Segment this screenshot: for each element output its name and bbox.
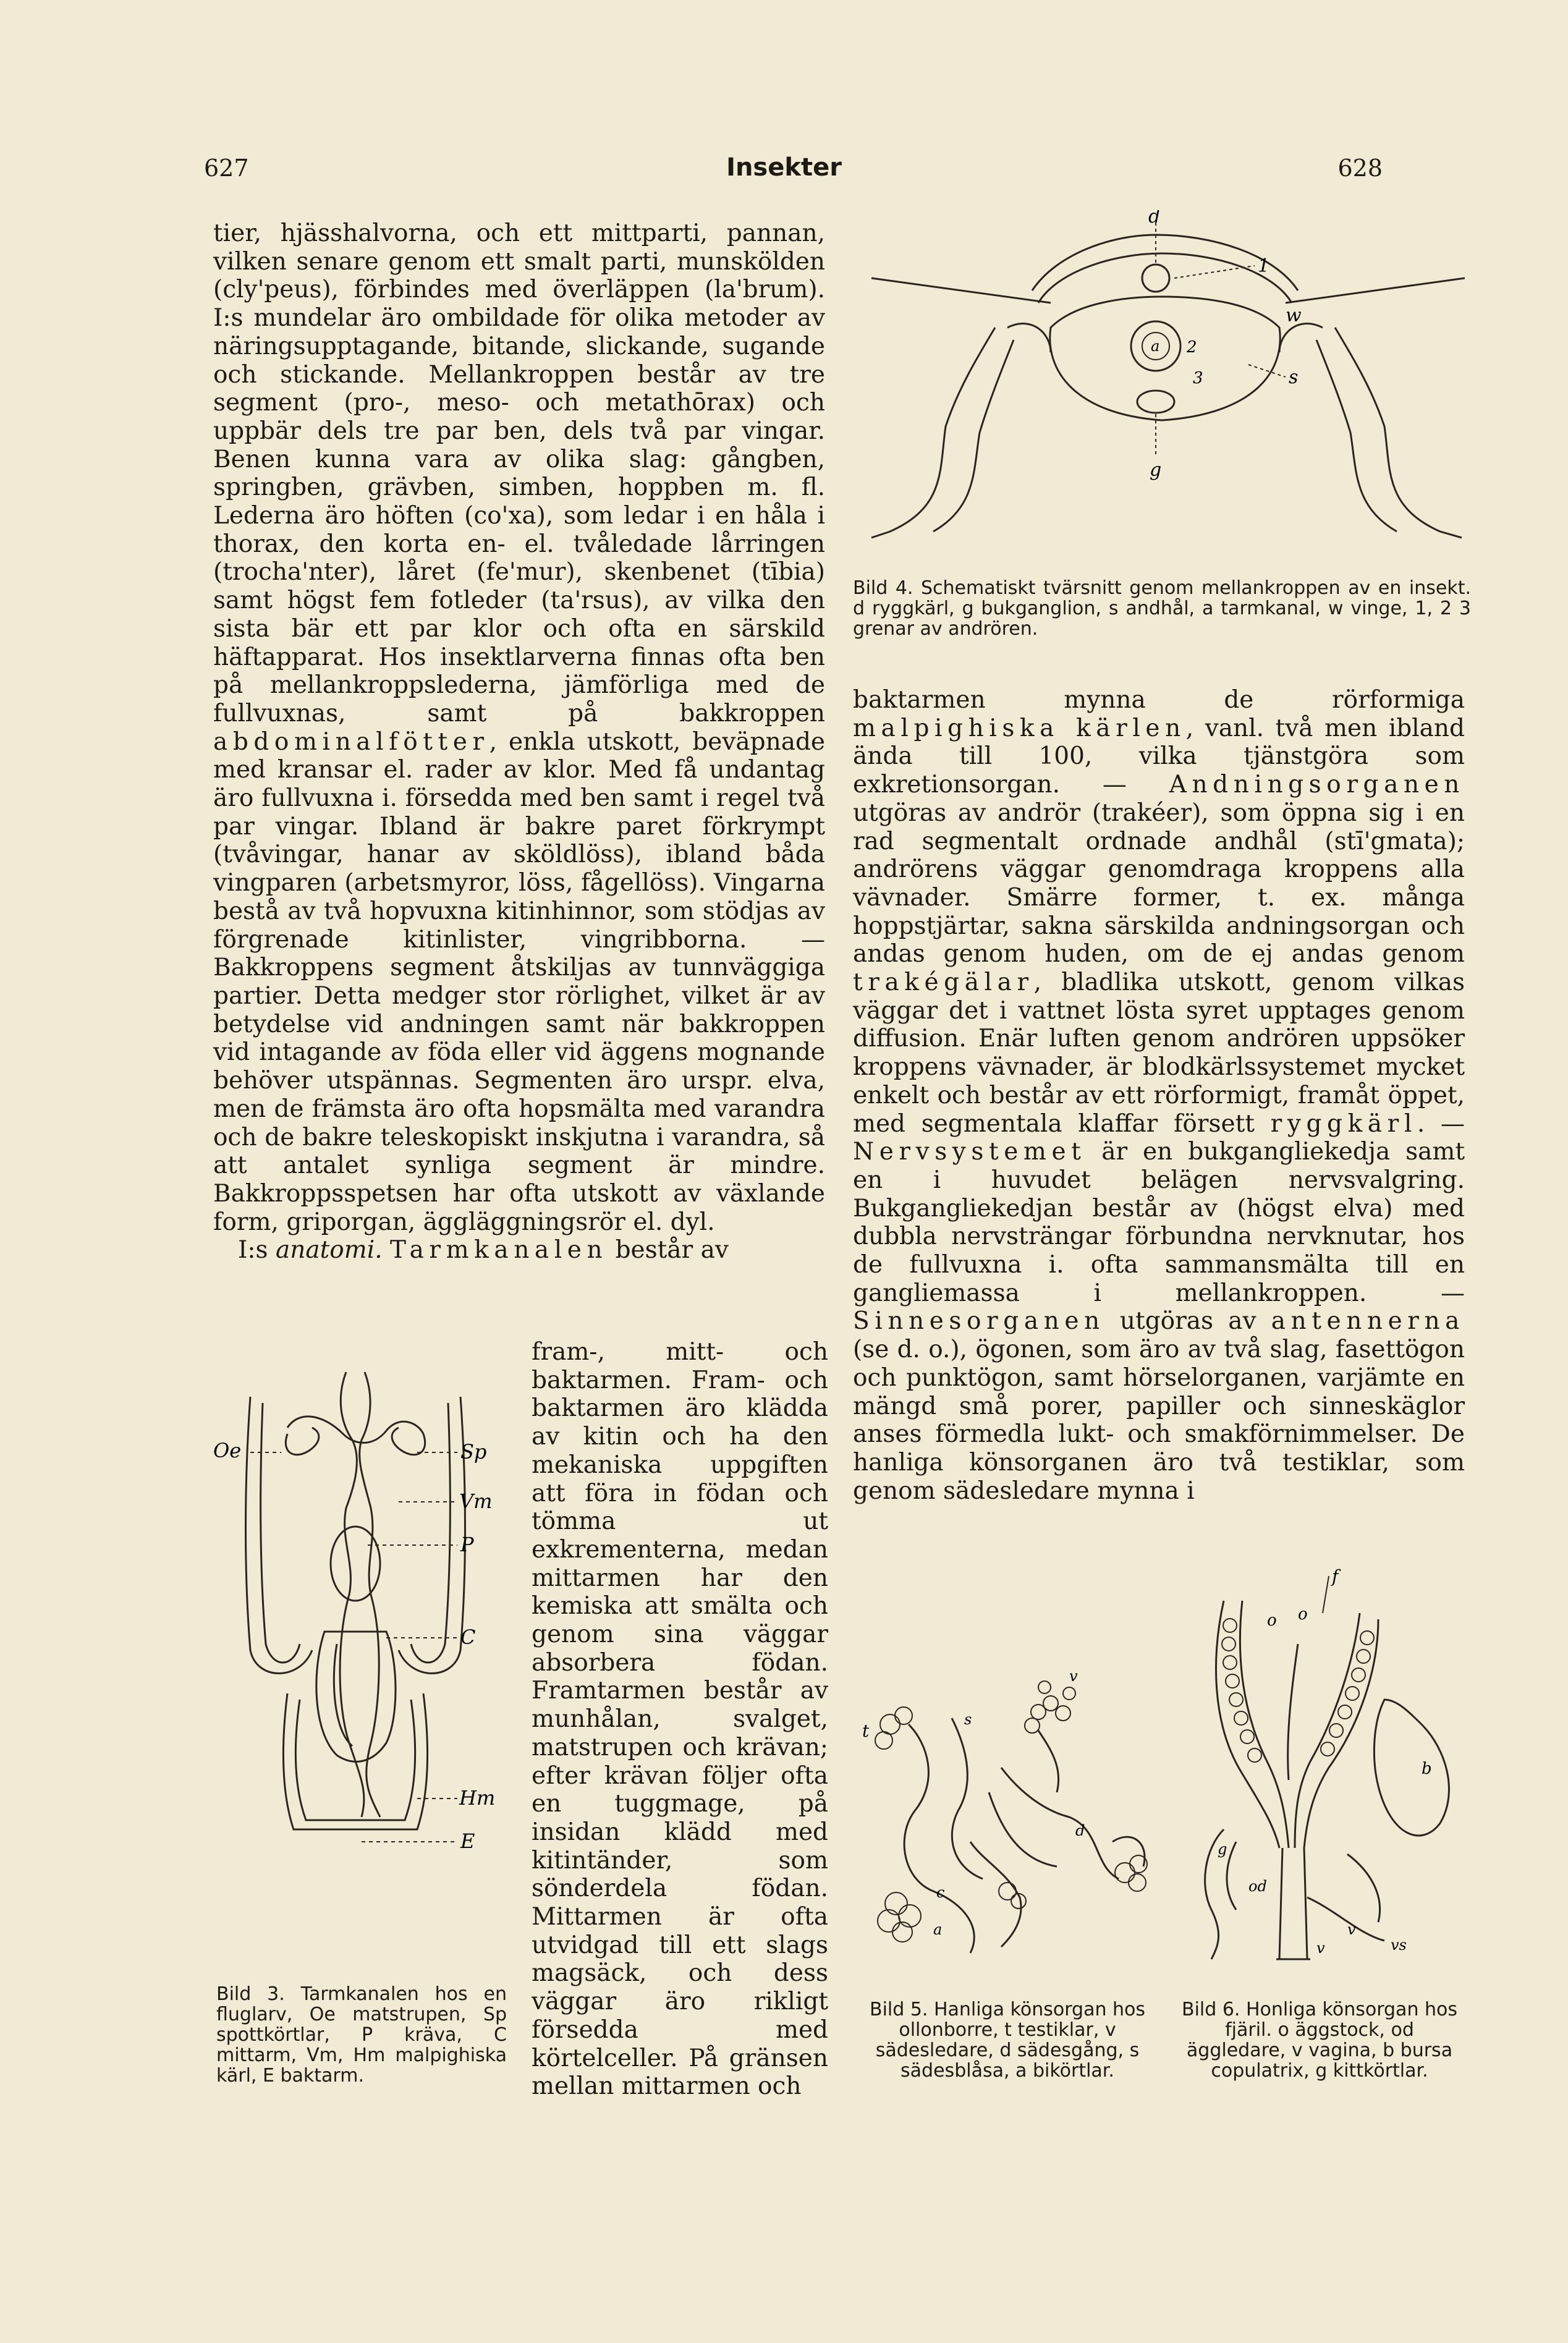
fig5-label: c	[936, 1884, 945, 1901]
fig6-label: b	[1422, 1760, 1432, 1778]
fig4-label: w	[1286, 305, 1302, 326]
figure-4	[853, 210, 1483, 556]
fig6-label: vs	[1391, 1936, 1407, 1954]
fig3-label: Oe	[213, 1439, 242, 1462]
page-number-left: 627	[204, 155, 249, 182]
fig5-label: s	[964, 1711, 972, 1728]
fig4-label: 2	[1187, 338, 1197, 357]
figure-5-illustration	[859, 1656, 1180, 1978]
left-column-subtext: fram-, mitt- och baktarmen. Fram- och baktarmen äro klädda av kitin och ha den mekaniska uppgiften att föra in födan och tömma ut exkrementerna, medan mittarmen har den kemiska att smälta och genom sina väggar absorbera födan. Framtarmen består av munhålan, svalget, matstrupen och krävan; efter krävan följer ofta en tuggmage, på insidan klädd med kitintänder, som sönderdela födan. Mittarmen är ofta utvidgad till ett slags magsäck, och dess väggar äro rikligt försedda med körtelceller. På gränsen mellan mittarmen och	[532, 1338, 828, 2101]
page-header-title: Insekter	[726, 153, 842, 182]
fig5-label: t	[862, 1721, 870, 1741]
fig4-label: 3	[1193, 369, 1203, 388]
fig3-label: Vm	[459, 1489, 493, 1513]
spaced-term: antennerna	[1271, 1307, 1465, 1336]
fig3-label: P	[460, 1533, 474, 1556]
fig3-label: C	[460, 1625, 476, 1649]
spaced-term: Nervsystemet	[853, 1138, 1087, 1166]
right-column-text	[853, 686, 1465, 1505]
fig6-label: o	[1267, 1611, 1277, 1630]
left-column-text	[213, 219, 825, 1265]
spaced-term: Sinnesorganen	[853, 1307, 1105, 1336]
paragraph: I:s anatomi. Tarmkanalen består av	[238, 1236, 729, 1265]
fig3-label: E	[460, 1829, 475, 1853]
fig4-label: g	[1150, 459, 1162, 481]
fig6-label: f	[1332, 1566, 1339, 1587]
fig4-label: d	[1148, 210, 1161, 227]
fig5-label: a	[933, 1921, 943, 1938]
fig6-label: g	[1218, 1841, 1227, 1858]
page-number-right: 628	[1337, 155, 1383, 182]
figure-3-caption: Bild 3. Tarmkanalen hos en fluglarv, Oe matstrupen, Sp spottkörtlar, P kräva, C mittarm, Vm, Hm malpighiska kärl, E baktarm.	[216, 1983, 507, 2087]
paragraph: tier, hjässhalvorna, och ett mittparti, pannan, vilken senare genom ett smalt parti, munskölden (cly'peus), förbindes med överläppen (la'brum). I:s mundelar äro ombildade för olika metoder av näringsupptagande, bitande, slickande, sugande och stickande. Mellankroppen består av tre segment (pro-, meso- och metathōrax) och uppbär dels tre par ben, dels två par vingar. Benen kunna vara av olika slag: gångben, springben, grävben, simben, hoppben m. fl. Lederna äro höften (co'xa), som ledar i en håla i thorax, den korta en- el. tvåledade lårringen (trocha'nter), låret (fe'mur), skenbenet (tībia) samt högst fem fotleder (ta'rsus), av vilka den sista bär ett par klor och ofta en särskild häftapparat. Hos insektlarverna finnas ofta ben på mellankroppslederna, jämförliga med de fullvuxnas, samt på bakkroppen abdominalfötter, enkla utskott, beväpnade med kransar el. rader av klor. Med få undantag äro fullvuxna i. försedda med ben samt i regel två par vingar. Ibland är bakre paret förkrympt (tvåvingar, hanar av sköldlöss), ibland båda vingparen (arbetsmyror, löss, fågellöss). Vingarna bestå av två hopvuxna kitinhinnor, som stödjas av förgrenade kitinlister, vingribborna. — Bakkroppens segment åtskiljas av tunnväggiga partier. Detta medger stor rörlighet, vilket är av betydelse vid andningen samt när bakkroppen vid intagande av föda eller vid äggens mognande behöver utspännas. Segmenten äro urspr. elva, men de främsta äro ofta hopsmälta med varandra och de bakre teleskopiskt inskjutna i varandra, så att antalet synliga segment är mindre. Bakkroppsspetsen har ofta utskott av växlande form, griporgan, äggläggningsrör el. dyl.	[213, 219, 825, 1236]
paragraph: baktarmen mynna de rörformiga malpighiska kärlen, vanl. två men ibland ända till 100, vilka tjänstgöra som exkretionsorgan. — Andningsorganen utgöras av andrör (trakéer), som öppna sig i en rad segmentalt ordnade andhål (stī'gmata); andrörens väggar genomdraga kroppens alla vävnader. Smärre former, t. ex. många hoppstjärtar, sakna särskilda andningsorgan och andas genom huden, om de ej andas genom trakégälar, bladlika utskott, genom vilkas väggar det i vattnet lösta syret upptages genom diffusion. Enär luften genom andrören uppsöker kroppens vävnader, är blodkärlssystemet mycket enkelt och består av ett rörformigt, framåt öppet, med segmentala klaffar försett ryggkärl. — Nervsystemet är en bukgangliekedja samt en i huvudet belägen nervsvalgring. Bukgangliekedjan består av (högst elva) med dubbla nervsträngar förbundna nervknutar, hos de fullvuxna i. ofta sammansmälta till en gangliemassa i mellankroppen. — Sinnesorganen utgöras av antennerna (se d. o.), ögonen, som äro av två slag, fasettögon och punktögon, samt hörselorganen, varjämte en mängd små porer, papiller och sinneskäglor anses förmedla lukt- och smakförnimmelser. De hanliga könsorganen äro två testiklar, som genom sädesledare mynna i	[853, 686, 1465, 1505]
spaced-term: Tarmkanalen	[390, 1236, 608, 1265]
figure-3-illustration	[213, 1360, 522, 1934]
fig4-label: s	[1289, 366, 1299, 388]
fig4-label: 1	[1258, 255, 1270, 277]
figure-4-illustration	[853, 210, 1483, 556]
spaced-term: trakégälar	[853, 968, 1034, 997]
figure-5	[859, 1656, 1180, 1978]
spaced-term: malpighiska kärlen	[853, 714, 1186, 742]
fig6-label: o	[1298, 1605, 1308, 1624]
fig4-label: a	[1151, 337, 1160, 355]
fig6-label: v	[1347, 1921, 1356, 1938]
figure-5-caption: Bild 5. Hanliga könsorgan hos ollonborre, t testiklar, v sädesledare, d sädesgång, s sädesblåsa, a bikörtlar.	[869, 1999, 1145, 2082]
fig5-label: d	[1075, 1822, 1085, 1839]
fig3-label: Hm	[459, 1786, 496, 1810]
figure-6	[1174, 1564, 1465, 1996]
figure-4-caption: Bild 4. Schematiskt tvärsnitt genom mellankroppen av en insekt. d ryggkärl, g bukganglion, s andhål, a tarmkanal, w vinge, 1, 2 3 grenar av andrören.	[853, 577, 1471, 640]
fig5-label: v	[1069, 1667, 1078, 1685]
figure-6-illustration	[1174, 1564, 1465, 1996]
spaced-term: ryggkärl	[1270, 1109, 1417, 1138]
italic-term: anatomi.	[275, 1236, 383, 1265]
figure-6-caption: Bild 6. Honliga könsorgan hos fjäril. o äggstock, od äggledare, v vagina, b bursa copulatrix, g kittkörtlar.	[1182, 1999, 1457, 2082]
spaced-term: abdominalfötter	[213, 727, 489, 756]
fig3-label: Sp	[460, 1440, 487, 1464]
figure-3	[213, 1360, 522, 1934]
fig6-label: od	[1248, 1878, 1267, 1895]
fig6-label: v	[1316, 1939, 1325, 1957]
spaced-term: Andningsorganen	[1169, 771, 1465, 799]
